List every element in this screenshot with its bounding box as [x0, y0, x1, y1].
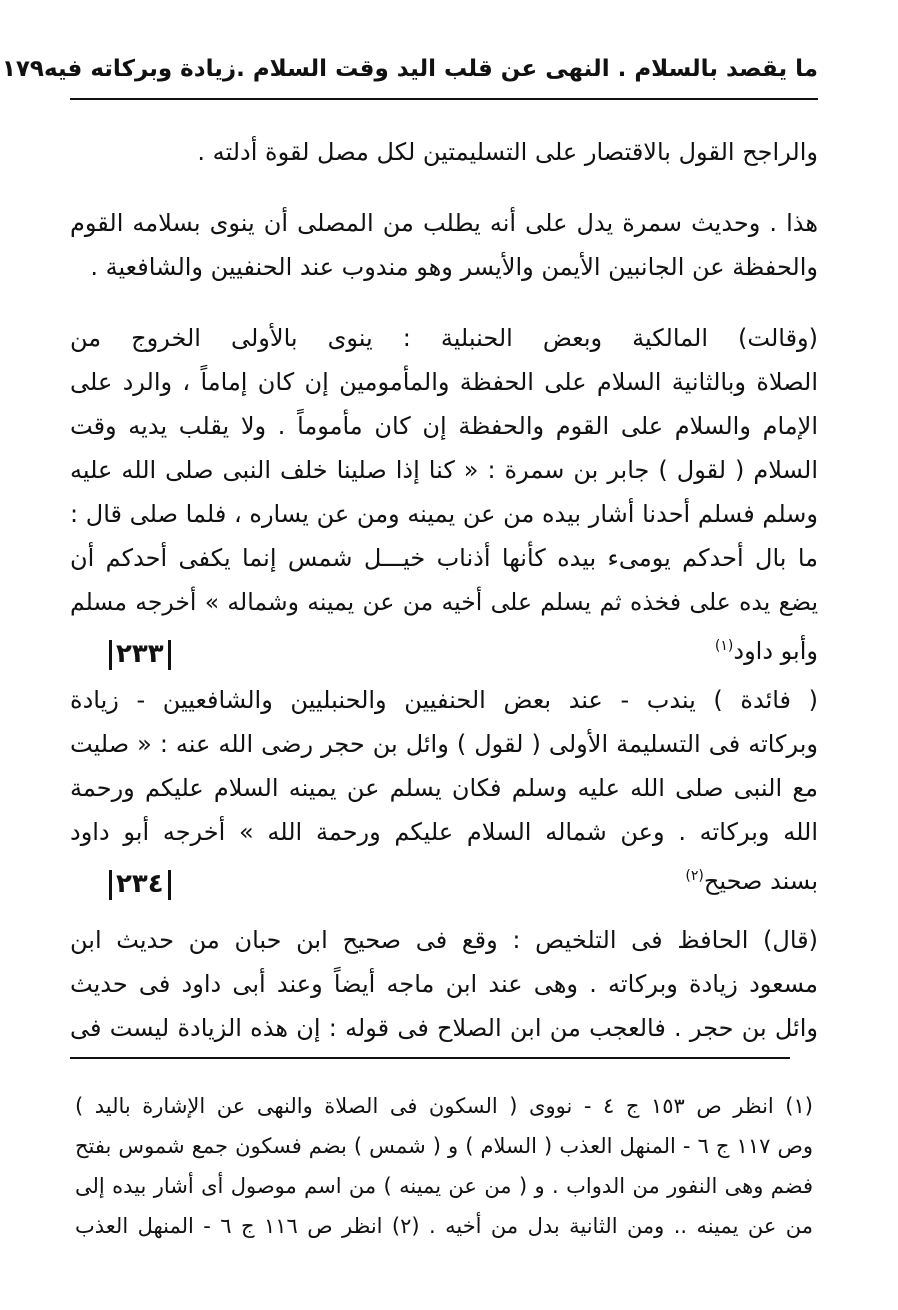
text-line: الصلاة وبالثانية السلام على الحفظة والمأمومين إن كان إماماً ، والرد على	[70, 368, 818, 396]
header-title: ما يقصد بالسلام . النهى عن قلب اليد وقت السلام .زيادة وبركاته فيه	[43, 56, 818, 82]
text-segment: بسند صحيح	[703, 867, 818, 895]
text-line: ما بال أحدكم يومىء بيده كأنها أذناب خيـــل شمس إنما يكفى أحدكم أن	[70, 544, 818, 572]
text-line: وائل بن حجر . فالعجب من ابن الصلاح فى قوله : إن هذه الزيادة ليست فى	[70, 1014, 818, 1042]
bracket-mark	[168, 870, 171, 900]
footnote-line: من عن يمينه .. ومن الثانية بدل من أخيه . (٢) انظر ص ١١٦ ج ٦ - المنهل العذب	[75, 1214, 813, 1238]
text-line	[715, 626, 818, 666]
hadith-number	[105, 634, 175, 674]
hadith-number-text: ٢٣٣	[116, 639, 164, 669]
text-line: يضع يده على فخذه ثم يسلم على أخيه من عن يمينه وشماله » أخرجه مسلم	[70, 588, 818, 616]
page-number: ١٧٩	[1, 56, 44, 82]
text-line: وسلم فسلم أحدنا أشار بيده من عن يمينه ومن عن يساره ، فلما صلى قال :	[70, 500, 818, 528]
text-segment: وأبو داود	[733, 637, 818, 665]
text-line: الله وبركاته . وعن شماله السلام عليكم ورحمة الله » أخرجه أبو داود	[70, 818, 818, 846]
text-line	[685, 856, 818, 896]
bracket-mark	[109, 870, 112, 900]
bracket-mark	[109, 640, 112, 670]
text-line: الإمام والسلام على القوم والحفظة إن كان مأموماً . ولا يقلب يديه وقت	[70, 412, 818, 440]
footnote-separator	[70, 1057, 790, 1059]
text-line: مسعود زيادة وبركاته . وهى عند ابن ماجه أيضاً وعند أبى داود فى حديث	[70, 970, 818, 998]
text-line: والحفظة عن الجانبين الأيمن والأيسر وهو مندوب عند الحنفيين والشافعية .	[90, 253, 818, 281]
text-line: ( فائدة ) يندب - عند بعض الحنفيين والحنبليين والشافعيين - زيادة	[70, 686, 818, 714]
hadith-number-text: ٢٣٤	[116, 869, 164, 899]
text-line: هذا . وحديث سمرة يدل على أنه يطلب من المصلى أن ينوى بسلامه القوم	[70, 209, 818, 237]
running-header	[1, 40, 818, 100]
text-line: مع النبى صلى الله عليه وسلم فكان يسلم عن يمينه السلام عليكم ورحمة	[70, 774, 818, 802]
bracket-mark	[168, 640, 171, 670]
text-line: (قال) الحافظ فى التلخيص : وقع فى صحيح ابن حبان من حديث ابن	[70, 926, 818, 954]
text-line: وبركاته فى التسليمة الأولى ( لقول ) وائل بن حجر رضى الله عنه : « صليت	[70, 730, 818, 758]
footnote-line: (١) انظر ص ١٥٣ ج ٤ - نووى ( السكون فى الصلاة والنهى عن الإشارة باليد )	[75, 1094, 813, 1118]
footnote-line: وص ١١٧ ج ٦ - المنهل العذب ( السلام ) و ( شمس ) بضم فسكون جمع شموس بفتح	[75, 1134, 813, 1158]
text-line: السلام ( لقول ) جابر بن سمرة : « كنا إذا صلينا خلف النبى صلى الله عليه	[70, 456, 818, 484]
text-line: والراجح القول بالاقتصار على التسليمتين لكل مصل لقوة أدلته .	[197, 138, 818, 166]
footnote-line: فضم وهى النفور من الدواب . و ( من عن يمينه ) من اسم موصول أى أشار بيده إلى	[75, 1174, 813, 1198]
footnote-marker: (٢)	[685, 868, 704, 884]
text-line: (وقالت) المالكية وبعض الحنبلية : ينوى بالأولى الخروج من	[70, 324, 818, 352]
hadith-number	[105, 864, 175, 904]
footnote-marker: (١)	[714, 638, 734, 654]
